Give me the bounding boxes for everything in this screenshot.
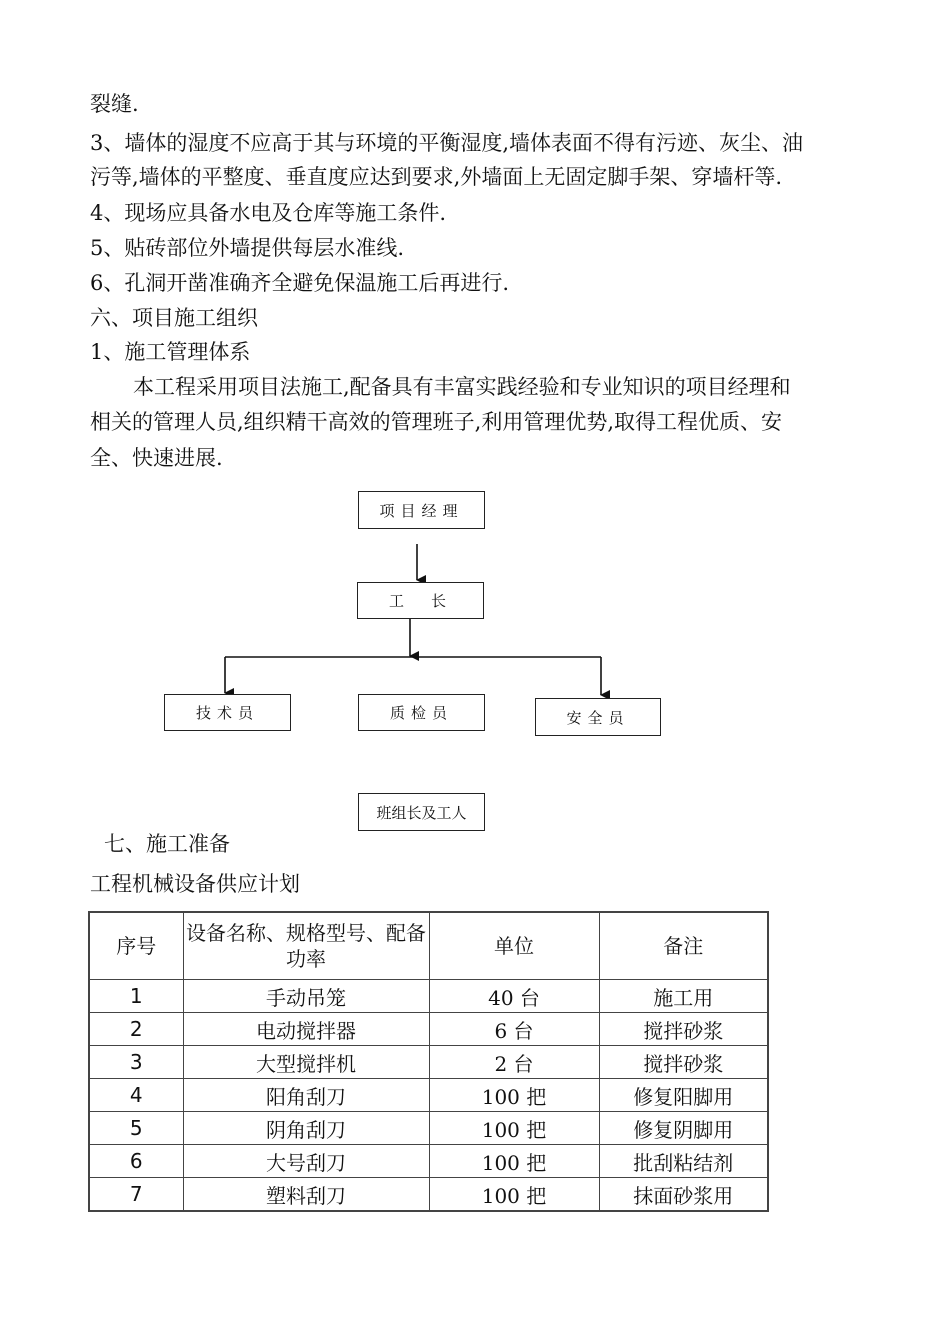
cell-remarks: 施工用 — [599, 980, 768, 1013]
cell-seq: 3 — [89, 1046, 183, 1079]
cell-seq: 4 — [89, 1079, 183, 1112]
table-row — [89, 1046, 768, 1079]
cell-remarks: 搅拌砂浆 — [599, 1013, 768, 1046]
table-row — [89, 1112, 768, 1145]
section-heading-7: 七、施工准备 — [104, 832, 230, 856]
cell-seq: 7 — [89, 1178, 183, 1212]
org-box-quality-inspector: 质检员 — [358, 694, 485, 731]
paragraph-line-4: 4、现场应具备水电及仓库等施工条件. — [90, 201, 447, 225]
section-heading-6: 六、项目施工组织 — [90, 306, 258, 330]
paragraph-line-9: 全、快速进展. — [90, 446, 223, 470]
paragraph-line-8: 相关的管理人员,组织精干高效的管理班子,利用管理优势,取得工程优质、安 — [90, 410, 783, 434]
cell-equipment: 阳角刮刀 — [183, 1079, 429, 1112]
cell-remarks: 搅拌砂浆 — [599, 1046, 768, 1079]
table-row — [89, 1079, 768, 1112]
subsection-heading-1: 1、施工管理体系 — [90, 340, 251, 364]
table-row — [89, 980, 768, 1013]
cell-unit: 40 台 — [429, 980, 599, 1013]
paragraph-line-3: 污等,墙体的平整度、垂直度应达到要求,外墙面上无固定脚手架、穿墙杆等. — [90, 165, 783, 189]
cell-equipment: 手动吊笼 — [183, 980, 429, 1013]
header-remarks: 备注 — [599, 912, 768, 980]
cell-unit: 100 把 — [429, 1178, 599, 1212]
cell-equipment: 大号刮刀 — [183, 1145, 429, 1178]
org-box-safety-officer: 安全员 — [535, 698, 661, 736]
org-box-project-manager: 项目经理 — [358, 491, 485, 529]
header-seq: 序号 — [89, 912, 183, 980]
paragraph-line-5: 5、贴砖部位外墙提供每层水准线. — [90, 236, 405, 260]
table-title: 工程机械设备供应计划 — [90, 872, 300, 896]
paragraph-line-6: 6、孔洞开凿准确齐全避免保温施工后再进行. — [90, 271, 510, 295]
header-equipment-name: 设备名称、规格型号、配备功率 — [183, 912, 429, 980]
header-unit: 单位 — [429, 912, 599, 980]
cell-equipment: 大型搅拌机 — [183, 1046, 429, 1079]
cell-equipment: 电动搅拌器 — [183, 1013, 429, 1046]
cell-remarks: 抹面砂浆用 — [599, 1178, 768, 1212]
cell-remarks: 修复阳脚用 — [599, 1079, 768, 1112]
cell-equipment: 塑料刮刀 — [183, 1178, 429, 1212]
cell-seq: 5 — [89, 1112, 183, 1145]
cell-seq: 6 — [89, 1145, 183, 1178]
table-header-row — [89, 912, 768, 980]
org-box-foreman: 工 长 — [357, 582, 484, 619]
table-row — [89, 1145, 768, 1178]
cell-equipment: 阴角刮刀 — [183, 1112, 429, 1145]
paragraph-line-7: 本工程采用项目法施工,配备具有丰富实践经验和专业知识的项目经理和 — [133, 375, 791, 399]
table-row — [89, 1178, 768, 1212]
cell-seq: 2 — [89, 1013, 183, 1046]
cell-unit: 2 台 — [429, 1046, 599, 1079]
paragraph-line-2: 3、墙体的湿度不应高于其与环境的平衡湿度,墙体表面不得有污迹、灰尘、油 — [90, 131, 804, 155]
cell-unit: 100 把 — [429, 1079, 599, 1112]
cell-unit: 100 把 — [429, 1145, 599, 1178]
cell-remarks: 批刮粘结剂 — [599, 1145, 768, 1178]
org-box-technician: 技术员 — [164, 694, 291, 731]
cell-remarks: 修复阴脚用 — [599, 1112, 768, 1145]
cell-unit: 6 台 — [429, 1013, 599, 1046]
paragraph-line-1: 裂缝. — [90, 92, 139, 116]
table-row — [89, 1013, 768, 1046]
equipment-table — [88, 911, 769, 1212]
org-box-team-leaders-workers: 班组长及工人 — [358, 793, 485, 831]
cell-seq: 1 — [89, 980, 183, 1013]
cell-unit: 100 把 — [429, 1112, 599, 1145]
